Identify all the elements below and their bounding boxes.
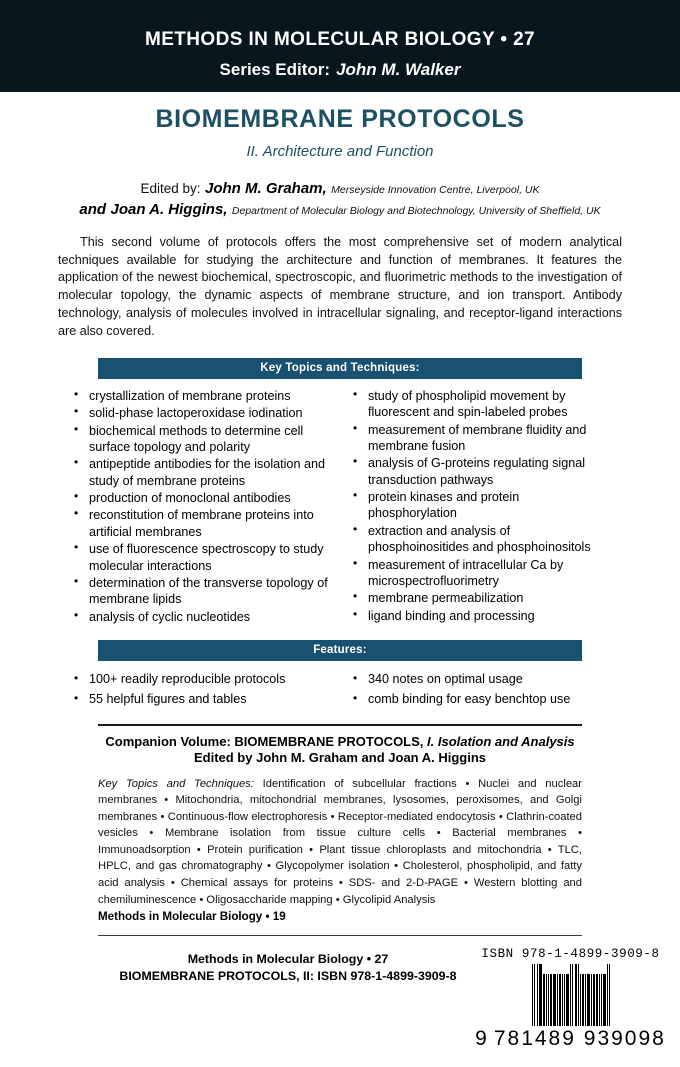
divider-above-footer [98, 935, 582, 936]
footer-text-block [78, 947, 498, 984]
series-editor-name: John M. Walker [336, 59, 461, 79]
key-topics-left-column [72, 388, 329, 626]
barcode-isbn-text: ISBN 978-1-4899-3909-8 [481, 947, 660, 962]
list-item: • 55 helpful figures and tables [72, 690, 329, 710]
features-columns [72, 670, 608, 711]
companion-key-topics-paragraph [98, 776, 582, 909]
footer-isbn-line: BIOMEMBRANE PROTOCOLS, II: ISBN 978-1-4899-3909-8 [119, 968, 457, 983]
editor-2-affiliation: Department of Molecular Biology and Biotechnology, University of Sheffield, UK [231, 205, 601, 218]
features-right-column [351, 670, 608, 711]
list-item: • reconstitution of membrane proteins into artificial membranes [72, 507, 329, 540]
companion-volume-heading [0, 734, 680, 767]
features-right-list [351, 670, 608, 710]
editor-1-name: John M. Graham, [205, 179, 327, 197]
list-item: • crystallization of membrane proteins [72, 388, 329, 404]
list-item: • solid-phase lactoperoxidase iodination [72, 405, 329, 421]
list-item: • comb binding for easy benchtop use [351, 690, 608, 710]
list-item: • measurement of intracellular Ca by microspectrofluorimetry [351, 557, 608, 590]
key-topics-columns [72, 388, 608, 626]
series-editor-label: Series Editor: [219, 59, 331, 79]
page-title: BIOMEMBRANE PROTOCOLS [155, 105, 525, 133]
companion-series-line: Methods in Molecular Biology • 19 [98, 910, 286, 924]
and-label: and [79, 201, 107, 219]
list-item: • ligand binding and processing [351, 608, 608, 624]
barcode-image [473, 964, 668, 1026]
barcode-digit-lead: 9 [475, 1027, 489, 1051]
barcode-digit-group-2: 939098 [583, 1027, 666, 1051]
key-topics-right-column [351, 388, 608, 626]
editors-block [0, 178, 680, 221]
companion-heading-prefix: Companion Volume: BIOMEMBRANE PROTOCOLS, [105, 734, 428, 749]
footer-series-line: Methods in Molecular Biology • 27 [187, 952, 389, 967]
list-item: • 100+ readily reproducible protocols [72, 670, 329, 690]
footer-block [0, 947, 680, 1067]
features-bar: Features: [98, 640, 582, 661]
editor-2-name: Joan A. Higgins, [110, 201, 228, 219]
companion-editors-line: Edited by John M. Graham and Joan A. Higgins [193, 750, 487, 766]
list-item: • production of monoclonal antibodies [72, 490, 329, 506]
edited-by-label: Edited by: [140, 180, 201, 196]
list-item: • study of phospholipid movement by fluorescent and spin-labeled probes [351, 388, 608, 421]
title-block [0, 92, 680, 160]
key-topics-bar: Key Topics and Techniques: [98, 358, 582, 379]
key-topics-right-list [351, 388, 608, 624]
editor-row-1 [0, 178, 680, 200]
features-left-column [72, 670, 329, 711]
list-item: • membrane permeabilization [351, 590, 608, 606]
list-item: • protein kinases and protein phosphorylation [351, 489, 608, 522]
list-item: • 340 notes on optimal usage [351, 670, 608, 690]
divider-above-companion [98, 724, 582, 726]
series-header-band [0, 0, 680, 92]
list-item: • antipeptide antibodies for the isolation and study of membrane proteins [72, 456, 329, 489]
series-editor-line [220, 60, 461, 80]
companion-heading-italic: I. Isolation and Analysis [427, 734, 575, 749]
page-subtitle: II. Architecture and Function [246, 142, 434, 160]
editor-row-2 [0, 199, 680, 221]
abstract-paragraph: This second volume of protocols offers the most comprehensive set of modern analytical techniques available for studying the architecture and function of membranes. It features the application of the newest biochemical, spectroscopic, and fluorimetric methods to the investigation of molecular topology, the dynamic aspects of membrane structure, and ion transport. Antibody technology, analysis of molecules involved in intracellular signaling, and receptor-ligand interactions are also covered. [58, 234, 622, 339]
companion-key-topics-label: Key Topics and Techniques: [98, 777, 254, 790]
barcode-digit-group-1: 781489 [493, 1027, 576, 1051]
list-item: • measurement of membrane fluidity and membrane fusion [351, 422, 608, 455]
list-item: • determination of the transverse topology of membrane lipids [72, 575, 329, 608]
list-item: • analysis of cyclic nucleotides [72, 609, 329, 625]
list-item: • extraction and analysis of phosphoinositides and phosphoinositols [351, 523, 608, 556]
barcode-digits [473, 1027, 668, 1051]
features-left-list [72, 670, 329, 710]
list-item: • analysis of G-proteins regulating signal transduction pathways [351, 455, 608, 488]
series-title: METHODS IN MOLECULAR BIOLOGY • 27 [144, 29, 536, 51]
companion-key-topics-text: Identification of subcellular fractions • Nuclei and nuclear membranes • Mitochondria, mitochondrial membranes, lysosomes, peroxisomes, and Golgi membranes • Continuous-flow electrophoresis • Receptor-mediated endocytosis • Clathrin-coated vesicles • Membrane isolation from tissue culture cells • Bacterial membranes • Immunoadsorption • Protein purification • Plant tissue chloroplasts and mitochondria • TLC, HPLC, and gas chromatography • Glycopolymer isolation • Cholesterol, phospholipid, and fatty acid analysis • Chemical assays for proteins • SDS- and 2-D-PAGE • Western blotting and chemiluminescence • Oligosaccharide mapping • Glycolipid Analysis [98, 777, 582, 906]
editor-1-affiliation: Merseyside Innovation Centre, Liverpool, UK [331, 183, 540, 196]
barcode-block [473, 947, 668, 1051]
list-item: • use of fluorescence spectroscopy to study molecular interactions [72, 541, 329, 574]
key-topics-left-list [72, 388, 329, 625]
list-item: • biochemical methods to determine cell surface topology and polarity [72, 423, 329, 456]
